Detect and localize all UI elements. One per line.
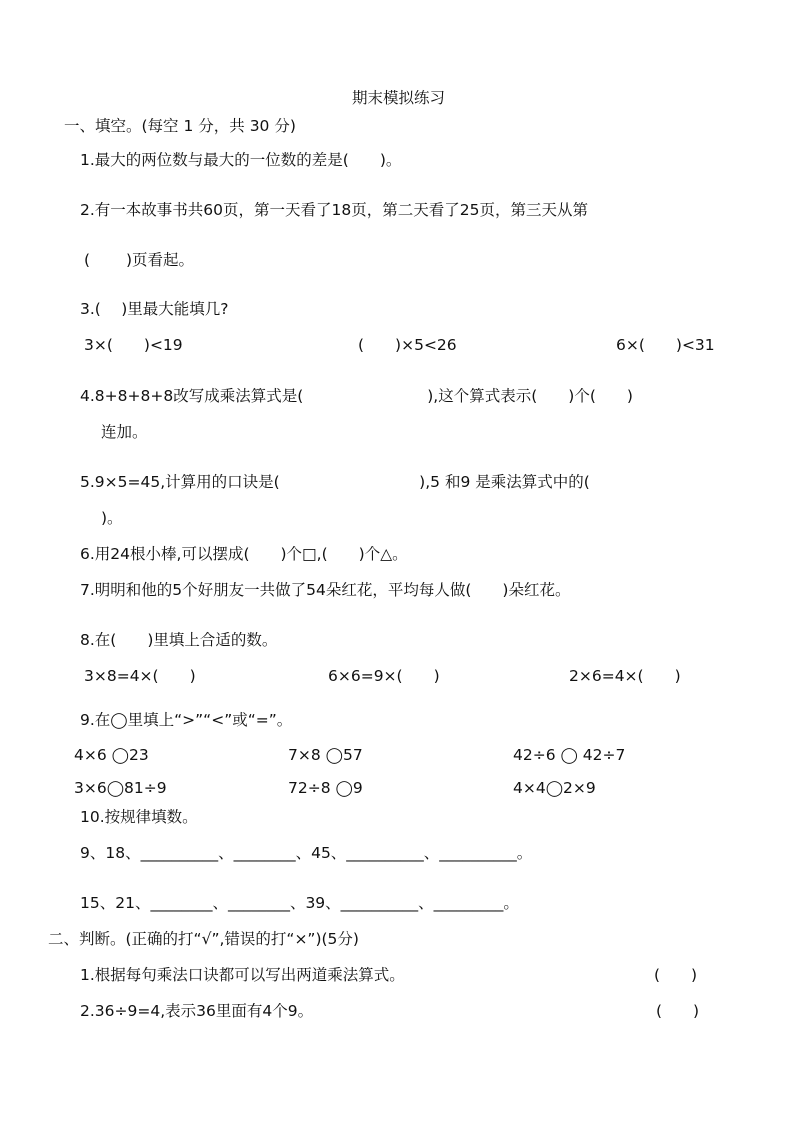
question-8-item-c: 2×6=4×( )	[569, 667, 681, 685]
question-6: 6.用24根小棒,可以摆成( )个□,( )个△。	[80, 545, 408, 563]
question-1: 1.最大的两位数与最大的一位数的差是( )。	[80, 151, 402, 169]
question-10-sequence-2: 15、21、________、________、39、__________、_________。	[80, 894, 519, 912]
question-9-r2-b: 72÷8 ◯9	[288, 779, 363, 797]
question-5-line1: 5.9×5=45,计算用的口诀是( ),5 和9 是乘法算式中的(	[80, 473, 590, 491]
judgement-2-answer-box: ( )	[656, 1002, 700, 1020]
question-9-r1-a: 4×6 ◯23	[74, 746, 149, 764]
question-4-line1: 4.8+8+8+8改写成乘法算式是( ),这个算式表示( )个( )	[80, 387, 633, 405]
question-8-item-a: 3×8=4×( )	[84, 667, 196, 685]
question-9-r2-c: 4×4◯2×9	[513, 779, 596, 797]
judgement-2: 2.36÷9=4,表示36里面有4个9。	[80, 1002, 314, 1020]
question-9-r1-b: 7×8 ◯57	[288, 746, 363, 764]
question-8-item-b: 6×6=9×( )	[328, 667, 440, 685]
question-3-item-b: ( )×5<26	[358, 336, 457, 354]
judgement-1-answer-box: ( )	[654, 966, 698, 984]
judgement-1: 1.根据每句乘法口诀都可以写出两道乘法算式。	[80, 966, 405, 984]
question-7: 7.明明和他的5个好朋友一共做了54朵红花，平均每人做( )朵红花。	[80, 581, 571, 599]
question-10-sequence-1: 9、18、__________、________、45、__________、__________。	[80, 844, 533, 862]
question-2-line1: 2.有一本故事书共60页，第一天看了18页，第二天看了25页，第三天从第	[80, 201, 588, 219]
section-heading-judgement: 二、判断。(正确的打“√”,错误的打“×”)(5分)	[48, 930, 359, 948]
page-title: 期末模拟练习	[352, 89, 446, 107]
section-heading-fill-blank: 一、填空。(每空 1 分，共 30 分)	[64, 117, 296, 135]
question-9: 9.在◯里填上“>”“<”或“=”。	[80, 711, 293, 729]
question-9-r2-a: 3×6◯81÷9	[74, 779, 167, 797]
question-3-item-c: 6×( )<31	[616, 336, 715, 354]
question-3-item-a: 3×( )<19	[84, 336, 183, 354]
question-9-r1-c: 42÷6 ◯ 42÷7	[513, 746, 626, 764]
question-10: 10.按规律填数。	[80, 808, 198, 826]
question-2-line2: ( )页看起。	[84, 251, 195, 269]
question-4-line2: 连加。	[101, 423, 148, 441]
question-5-line2: )。	[101, 509, 123, 527]
question-3: 3.( )里最大能填几?	[80, 300, 229, 318]
question-8: 8.在( )里填上合适的数。	[80, 631, 278, 649]
